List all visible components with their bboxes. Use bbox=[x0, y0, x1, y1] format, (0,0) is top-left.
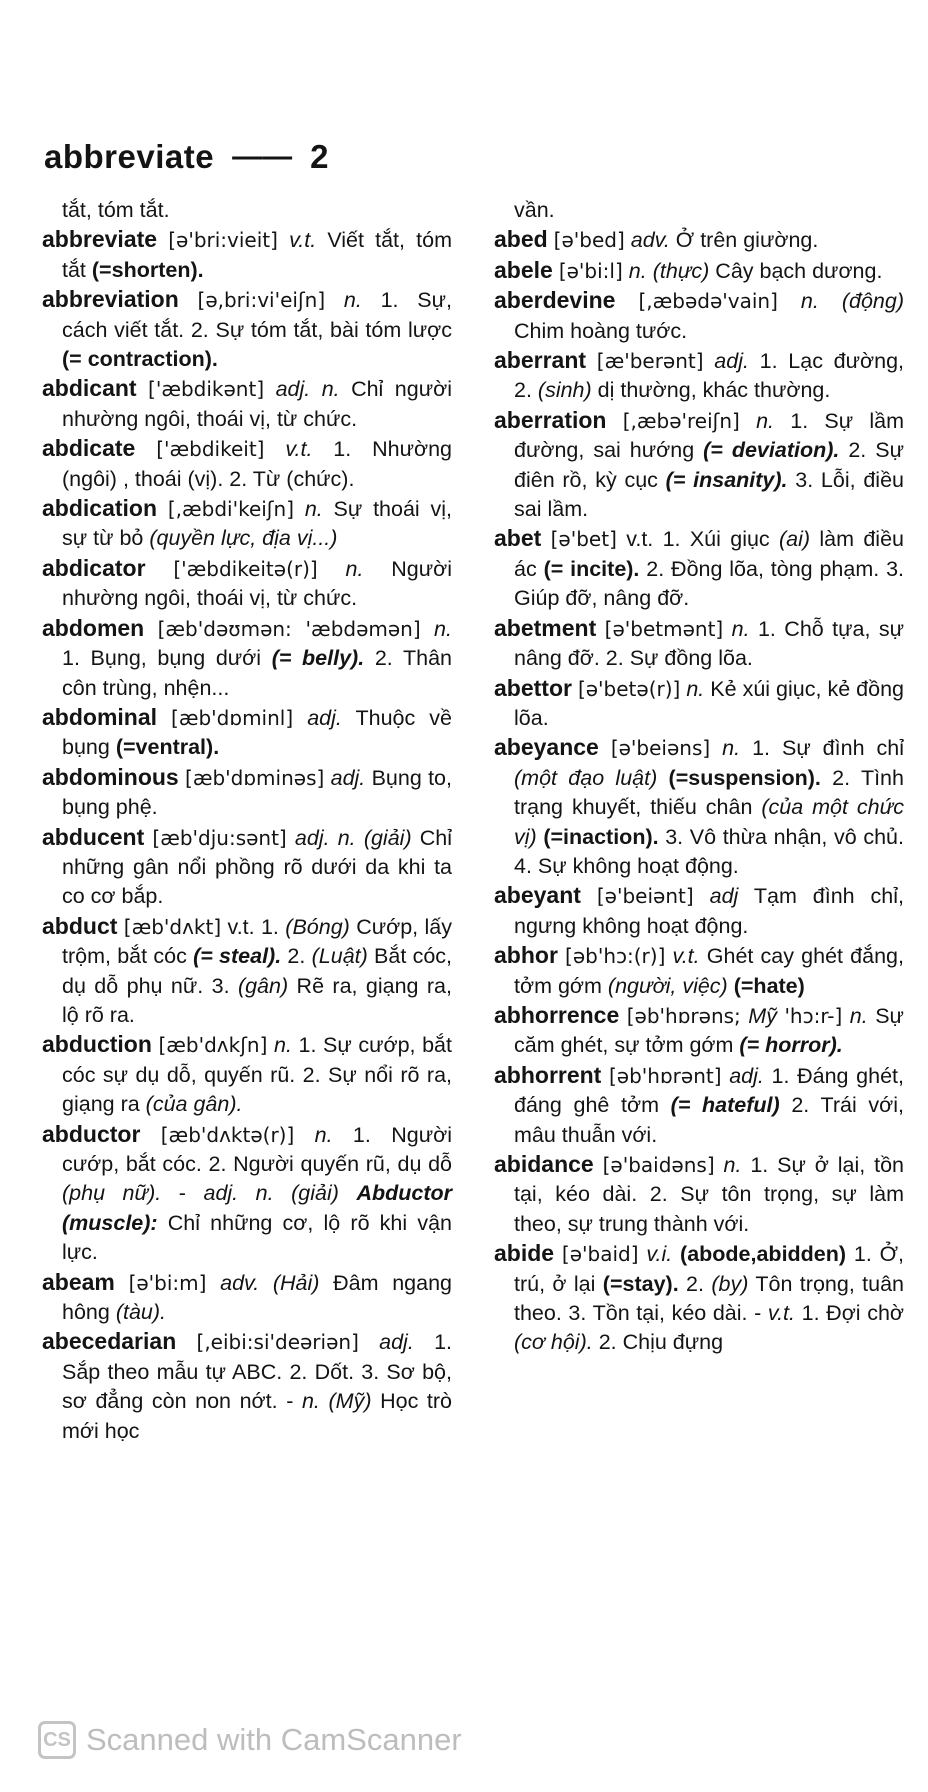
definition-text bbox=[694, 884, 710, 908]
right-column bbox=[494, 196, 904, 1358]
definition-text: 3. Lỗi, điều sai lầm. bbox=[514, 467, 904, 522]
definition-text: Đâm ngang hông bbox=[62, 1270, 452, 1325]
synonym: (= contraction). bbox=[62, 347, 218, 372]
headword: abeam bbox=[42, 1268, 115, 1295]
pronunciation: ['æbdikeitə(r)] bbox=[173, 556, 318, 581]
definition-text: Chỉ những gân nổi phồng rõ dưới da khi ta co cơ bắp. bbox=[62, 825, 453, 909]
headword: abhorrence bbox=[494, 1001, 620, 1028]
dictionary-entry bbox=[494, 614, 904, 674]
pronunciation: [,æbdi'keiʃn] bbox=[167, 497, 294, 522]
pronunciation: [ə'beiəns] bbox=[610, 736, 711, 761]
pronunciation: [æ'berənt] bbox=[596, 349, 704, 374]
domain-note: Mỹ bbox=[748, 1003, 777, 1028]
definition-text bbox=[320, 1389, 329, 1413]
part-of-speech: adj. n. bbox=[203, 1181, 274, 1206]
domain-note: (động) bbox=[841, 289, 904, 314]
left-column bbox=[42, 196, 452, 1446]
part-of-speech: n. bbox=[686, 676, 705, 701]
definition-text: 1. Lạc đường, 2. bbox=[514, 349, 904, 403]
page-number: 2 bbox=[310, 138, 329, 175]
definition-text: làm điều ác bbox=[514, 527, 904, 581]
headword: abducent bbox=[42, 823, 145, 850]
definition-text bbox=[135, 437, 156, 461]
definition-text bbox=[601, 1064, 609, 1088]
definition-text: 1. Sự ở lại, tồn tại, kéo dài. 2. Sự tôn trọng, sự làm theo, sự trung thành với. bbox=[514, 1153, 904, 1236]
part-of-speech: adj. n. bbox=[275, 377, 340, 402]
dictionary-entry bbox=[494, 225, 904, 255]
definition-text bbox=[359, 1330, 379, 1354]
part-of-speech: n. bbox=[274, 1033, 292, 1058]
domain-note: (Bóng) bbox=[285, 914, 350, 939]
definition-text bbox=[264, 437, 285, 461]
scanner-watermark bbox=[38, 1718, 462, 1762]
dictionary-entry bbox=[42, 912, 452, 1031]
definition-text bbox=[665, 944, 672, 968]
domain-note: (của một chức vị) bbox=[514, 795, 904, 849]
pronunciation: [ə'bi:m] bbox=[128, 1270, 207, 1295]
definition-text: 2. Đồng lõa, tòng phạm. 3. Giúp đỡ, nâng đỡ. bbox=[514, 556, 905, 611]
definition-text: 1. Người cướp, bắt cóc. 2. Người quyến rũ, dụ dỗ bbox=[62, 1122, 452, 1176]
definition-text: 1. Đợi chờ bbox=[795, 1301, 904, 1326]
synonym: (=shorten). bbox=[91, 257, 204, 282]
domain-note: (Hải) bbox=[272, 1270, 320, 1295]
part-of-speech: n. bbox=[731, 616, 750, 641]
synonym: (=ventral). bbox=[115, 735, 220, 760]
definition-text bbox=[657, 766, 668, 790]
definition-text bbox=[157, 706, 171, 730]
pronunciation: [ə'bet] bbox=[550, 527, 617, 552]
domain-note: (tàu). bbox=[115, 1300, 166, 1325]
definition-text bbox=[819, 289, 842, 313]
headword: abhor bbox=[494, 942, 558, 969]
synonym: (= insanity). bbox=[665, 467, 788, 492]
pronunciation: [ə'bri:vieit] bbox=[168, 228, 278, 253]
definition-text bbox=[672, 1242, 680, 1266]
headword: abdication bbox=[42, 495, 158, 522]
headword: abet bbox=[494, 525, 542, 552]
headword: abide bbox=[494, 1240, 555, 1267]
domain-note: (người, việc) bbox=[607, 973, 728, 998]
definition-text bbox=[179, 288, 198, 312]
synonym: (= steal). bbox=[193, 944, 282, 969]
part-of-speech: n. bbox=[756, 408, 775, 433]
definition-text: vần. bbox=[514, 198, 555, 222]
domain-note: (by) bbox=[711, 1271, 749, 1296]
pronunciation: [æb'dəʊmən: 'æbdəmən] bbox=[157, 616, 421, 641]
headword: abdominous bbox=[42, 763, 179, 790]
part-of-speech: adj. n. bbox=[294, 825, 356, 850]
page-header bbox=[44, 132, 328, 182]
definition-text bbox=[715, 1153, 724, 1177]
definition-text: Chỉ những cơ, lộ rõ khi vận lực. bbox=[62, 1210, 452, 1265]
dictionary-entry bbox=[42, 1030, 452, 1119]
definition-text bbox=[206, 1271, 220, 1295]
definition-text bbox=[325, 288, 344, 312]
watermark-text: Scanned with CamScanner bbox=[86, 1722, 462, 1757]
pronunciation: [æb'dju:sənt] bbox=[152, 825, 287, 850]
entry-continuation bbox=[494, 196, 904, 225]
dictionary-entry bbox=[42, 1268, 452, 1328]
part-of-speech: v.t. bbox=[289, 228, 317, 253]
definition-text: Chỉ người nhường ngôi, thoái vị, từ chức. bbox=[62, 377, 452, 431]
part-of-speech: n. bbox=[849, 1003, 868, 1028]
part-of-speech: n. bbox=[345, 556, 364, 581]
domain-note: (sinh) bbox=[537, 378, 592, 403]
definition-text bbox=[723, 617, 731, 641]
definition-text: Rẽ ra, giạng ra, lộ rõ ra. bbox=[62, 973, 452, 1027]
definition-text bbox=[778, 289, 801, 313]
headword: abdicate bbox=[42, 435, 136, 462]
definition-text: Người nhường ngôi, thoái vị, từ chức. bbox=[62, 556, 452, 611]
part-of-speech: adj. bbox=[307, 705, 342, 730]
pronunciation: [ə'bi:l] bbox=[558, 258, 623, 283]
synonym: (= horror). bbox=[739, 1033, 843, 1058]
definition-text bbox=[710, 736, 722, 760]
dictionary-entry bbox=[494, 1150, 904, 1239]
dictionary-entry bbox=[42, 494, 452, 554]
headword: aberrant bbox=[494, 347, 587, 374]
dictionary-entry bbox=[494, 524, 904, 613]
headword: abduct bbox=[42, 912, 118, 939]
definition-text bbox=[541, 527, 550, 551]
pronunciation: [ə'betə(r)] bbox=[577, 676, 681, 701]
definition-text: Ghét cay ghét đắng, tởm gớm bbox=[514, 944, 904, 998]
definition-text bbox=[294, 1123, 314, 1147]
definition-text: 2. bbox=[281, 944, 312, 969]
dictionary-entry bbox=[42, 823, 452, 912]
part-of-speech: n. bbox=[628, 258, 647, 283]
definition-text: 2. bbox=[678, 1271, 712, 1296]
definition-text: 1. Chỗ tựa, sự nâng đỡ. 2. Sự đồng lõa. bbox=[514, 616, 904, 671]
headword: abeyant bbox=[494, 882, 581, 909]
definition-text bbox=[264, 377, 275, 401]
dictionary-entry bbox=[494, 256, 904, 286]
definition-text bbox=[619, 1004, 626, 1028]
pronunciation: [,æbədə'vain] bbox=[638, 289, 778, 314]
header-dash: —— bbox=[232, 140, 293, 173]
running-headword: abbreviate bbox=[44, 138, 215, 175]
definition-text bbox=[606, 409, 622, 433]
pronunciation: ['æbdikeit] bbox=[156, 437, 265, 462]
part-of-speech: n. bbox=[304, 497, 323, 522]
synonym: (=inaction). bbox=[543, 824, 659, 849]
pronunciation: [æb'dɒminəs] bbox=[185, 765, 325, 790]
definition-text bbox=[586, 349, 597, 373]
dictionary-entry bbox=[42, 614, 452, 703]
entry-continuation bbox=[42, 196, 452, 225]
synonym: (=hate) bbox=[733, 973, 805, 998]
pronunciation: [əb'hɔ:(r)] bbox=[565, 944, 666, 969]
definition-text bbox=[176, 1330, 196, 1354]
part-of-speech: n. bbox=[723, 1153, 742, 1177]
definition-text bbox=[293, 706, 307, 730]
definition-text bbox=[287, 826, 295, 850]
definition-text: 1. Ở, trú, ở lại bbox=[514, 1242, 904, 1296]
definition-text: Sự thoái vị, sự từ bỏ bbox=[62, 497, 453, 551]
domain-note: (thực) bbox=[652, 258, 710, 283]
pronunciation: [əb'hɒrənt] bbox=[609, 1063, 722, 1088]
definition-text bbox=[146, 557, 174, 581]
headword: abele bbox=[494, 256, 553, 283]
part-of-speech: adj. bbox=[330, 765, 366, 790]
definition-text bbox=[157, 228, 168, 252]
definition-text: 1. Sự, cách viết tắt. 2. Sự tóm tắt, bài tóm lược bbox=[62, 288, 452, 342]
definition-text: 2. Trái với, mâu thuẫn với. bbox=[514, 1093, 905, 1147]
definition-text bbox=[704, 349, 715, 373]
definition-text: 2. Sự điên rồ, kỳ cục bbox=[514, 438, 904, 492]
definition-text bbox=[421, 617, 434, 641]
pronunciation: [æb'dʌkʃn] bbox=[158, 1033, 268, 1058]
definition-text bbox=[274, 1181, 292, 1205]
headword: aberration bbox=[494, 406, 607, 433]
pronunciation: [ə'beiənt] bbox=[596, 884, 694, 909]
synonym: (= hateful) bbox=[670, 1093, 780, 1118]
synonym: Abductor (muscle): bbox=[62, 1181, 453, 1235]
definition-text: 3. Vô thừa nhận, vô chủ. 4. Sự không hoạt động. bbox=[514, 824, 904, 878]
dictionary-entry bbox=[42, 1327, 452, 1446]
part-of-speech: adv. bbox=[220, 1270, 260, 1295]
definition-text bbox=[144, 617, 157, 641]
camscanner-logo-icon: CS bbox=[38, 1721, 76, 1759]
pronunciation: [æb'dɒminl] bbox=[171, 705, 294, 730]
dictionary-entry bbox=[494, 674, 904, 734]
definition-text: Tôn trọng, tuân theo. 3. Tồn tại, kéo dài. - bbox=[514, 1271, 905, 1326]
definition-text: Cây bạch dương. bbox=[709, 258, 883, 283]
domain-note: (giải) bbox=[363, 825, 412, 850]
definition-text: dị thường, khác thường. bbox=[591, 378, 831, 403]
definition-text: Chim hoàng tước. bbox=[514, 318, 688, 343]
headword: abecedarian bbox=[42, 1328, 177, 1355]
definition-text bbox=[581, 884, 597, 908]
pronunciation: [æb'dʌktə(r)] bbox=[160, 1122, 295, 1147]
pronunciation: [ə'baidəns] bbox=[602, 1153, 715, 1177]
definition-text: 1. Nhường (ngôi) , thoái (vị). 2. Từ (chức). bbox=[62, 437, 452, 491]
dictionary-entry bbox=[42, 225, 452, 285]
headword: abeyance bbox=[494, 734, 599, 761]
definition-text: Viết tắt, tóm tắt bbox=[62, 228, 452, 282]
part-of-speech: v.i. bbox=[646, 1242, 673, 1267]
definition-text: v.t. 1. Xúi giục bbox=[616, 527, 779, 552]
definition-text: 1. Sắp theo mẫu tự ABC. 2. Dốt. 3. Sơ bộ, sơ đẳng còn non nớt. - bbox=[62, 1330, 452, 1414]
headword: abbreviation bbox=[42, 286, 179, 313]
headword: abbreviate bbox=[42, 226, 158, 253]
domain-note: (ai) bbox=[779, 527, 811, 552]
definition-text bbox=[259, 1271, 273, 1295]
synonym: (=suspension). bbox=[668, 765, 821, 790]
pronunciation: [ə,bri:vi'eiʃn] bbox=[197, 288, 326, 313]
dictionary-entry bbox=[494, 286, 904, 346]
part-of-speech: adv. bbox=[630, 228, 670, 253]
dictionary-entry bbox=[494, 733, 904, 881]
dictionary-entry bbox=[494, 406, 904, 525]
domain-note: (quyền lực, địa vị...) bbox=[149, 526, 338, 551]
definition-text: 1. Sự lầm đường, sai hướng bbox=[514, 408, 904, 463]
definition-text: v.t. 1. bbox=[221, 914, 286, 939]
definition-text bbox=[137, 377, 148, 401]
definition-text: 1. Sự cướp, bắt cóc sự dụ dỗ, quyến rũ. 2. Sự nổi rõ ra, giạng ra bbox=[62, 1033, 452, 1117]
dictionary-entry bbox=[42, 374, 452, 434]
synonym: (= incite). bbox=[543, 556, 640, 581]
headword: abetment bbox=[494, 614, 597, 641]
domain-note: (phụ nữ). bbox=[62, 1181, 162, 1206]
definition-text: tắt, tóm tắt. bbox=[62, 198, 170, 222]
definition-text bbox=[594, 1153, 603, 1177]
dictionary-entry bbox=[42, 554, 452, 614]
dictionary-entry bbox=[42, 285, 452, 374]
dictionary-entry bbox=[42, 703, 452, 763]
domain-note: (một đạo luật) bbox=[514, 765, 658, 790]
domain-note: (cơ hội). bbox=[514, 1330, 593, 1355]
pronunciation: 'hɔ:r-] bbox=[784, 1003, 843, 1028]
dictionary-entry bbox=[42, 1120, 452, 1268]
pronunciation: [,eibi:si'deəriən] bbox=[196, 1330, 359, 1355]
synonym: (=stay). bbox=[602, 1271, 679, 1296]
headword: abductor bbox=[42, 1120, 141, 1147]
definition-text bbox=[278, 228, 289, 252]
definition-text: 2. Tình trạng khuyết, thiếu chân bbox=[514, 765, 904, 820]
definition-text: 1. Sự đình chỉ bbox=[740, 736, 904, 761]
part-of-speech: n. bbox=[343, 288, 362, 313]
part-of-speech: adj. bbox=[729, 1063, 764, 1088]
part-of-speech: adj. bbox=[714, 349, 749, 374]
definition-text: Bắt cóc, dụ dỗ phụ nữ. 3. bbox=[62, 944, 452, 998]
definition-text: Cướp, lấy trộm, bắt cóc bbox=[62, 914, 452, 969]
domain-note: (giải) bbox=[291, 1181, 339, 1206]
headword: abed bbox=[494, 226, 548, 253]
part-of-speech: n. bbox=[434, 616, 452, 641]
pronunciation: [ə'bed] bbox=[553, 228, 625, 253]
domain-note: (gân) bbox=[237, 973, 289, 998]
dictionary-entry bbox=[494, 941, 904, 1001]
pronunciation: [æb'dʌkt] bbox=[123, 914, 222, 939]
definition-text bbox=[267, 1033, 274, 1057]
dictionary-entry bbox=[494, 1061, 904, 1150]
headword: abdicator bbox=[42, 554, 146, 581]
definition-text: Ở trên giường. bbox=[669, 228, 819, 253]
definition-text: 1. Bụng, bụng dưới bbox=[62, 646, 272, 671]
definition-text: Tạm đình chỉ, ngưng không hoạt động. bbox=[514, 884, 904, 938]
dictionary-entry bbox=[494, 1001, 904, 1061]
headword: aberdevine bbox=[494, 287, 616, 314]
part-of-speech: n. bbox=[800, 289, 819, 314]
definition-text: Bụng to, bụng phệ. bbox=[62, 765, 452, 820]
headword: abdicant bbox=[42, 375, 137, 402]
definition-text bbox=[558, 944, 565, 968]
definition-text bbox=[339, 1181, 357, 1205]
synonym: (= deviation). bbox=[703, 438, 840, 463]
part-of-speech: n. bbox=[301, 1389, 320, 1414]
definition-text bbox=[140, 1123, 160, 1147]
pronunciation: ['æbdikənt] bbox=[148, 377, 265, 402]
synonym: (= belly). bbox=[271, 646, 365, 671]
headword: abdomen bbox=[42, 614, 145, 641]
part-of-speech: v.t. bbox=[285, 437, 313, 462]
synonym: (abode,abidden) bbox=[680, 1242, 847, 1267]
definition-text bbox=[318, 557, 346, 581]
definition-text: - bbox=[161, 1181, 204, 1206]
definition-text bbox=[596, 617, 604, 641]
definition-text: 2. Chịu đựng bbox=[592, 1330, 724, 1355]
part-of-speech: adj bbox=[709, 884, 739, 909]
part-of-speech: v.t. bbox=[767, 1301, 795, 1326]
dictionary-entry bbox=[494, 881, 904, 941]
pronunciation: [,æbə'reiʃn] bbox=[622, 408, 740, 433]
dictionary-entry bbox=[42, 763, 452, 823]
dictionary-entry bbox=[494, 346, 904, 406]
headword: abhorrent bbox=[494, 1061, 602, 1088]
definition-text bbox=[294, 497, 305, 521]
definition-text: 1. Đáng ghét, đáng ghê tởm bbox=[514, 1063, 904, 1118]
part-of-speech: n. bbox=[722, 736, 741, 761]
domain-note: (Luật) bbox=[311, 944, 368, 969]
domain-note: (Mỹ) bbox=[328, 1389, 372, 1414]
definition-text bbox=[356, 826, 364, 850]
dictionary-entry bbox=[42, 434, 452, 494]
definition-text: Học trò mới học bbox=[62, 1389, 452, 1443]
headword: abidance bbox=[494, 1151, 594, 1177]
part-of-speech: n. bbox=[314, 1122, 333, 1147]
pronunciation: [ə'baid] bbox=[561, 1242, 639, 1267]
definition-text bbox=[554, 1242, 562, 1266]
definition-text bbox=[599, 736, 611, 760]
definition-text: Kẻ xúi giục, kẻ đồng lõa. bbox=[514, 676, 904, 730]
part-of-speech: v.t. bbox=[672, 944, 700, 969]
dictionary-entry bbox=[494, 1239, 904, 1358]
headword: abettor bbox=[494, 674, 572, 701]
definition-text: Thuộc về bụng bbox=[62, 705, 452, 760]
part-of-speech: adj. bbox=[379, 1330, 414, 1355]
definition-text bbox=[842, 1004, 849, 1028]
definition-text bbox=[115, 1271, 129, 1295]
pronunciation: [ə'betmənt] bbox=[604, 616, 724, 641]
headword: abduction bbox=[42, 1031, 152, 1058]
headword: abdominal bbox=[42, 703, 158, 730]
definition-text: 2. Thân côn trùng, nhện... bbox=[62, 646, 452, 700]
definition-text bbox=[615, 289, 638, 313]
definition-text bbox=[157, 497, 168, 521]
definition-text bbox=[740, 409, 756, 433]
pronunciation: [əb'hɒrəns; bbox=[626, 1003, 741, 1028]
definition-text: Sự căm ghét, sự tởm gớm bbox=[514, 1003, 904, 1058]
domain-note: (của gân). bbox=[145, 1092, 243, 1117]
